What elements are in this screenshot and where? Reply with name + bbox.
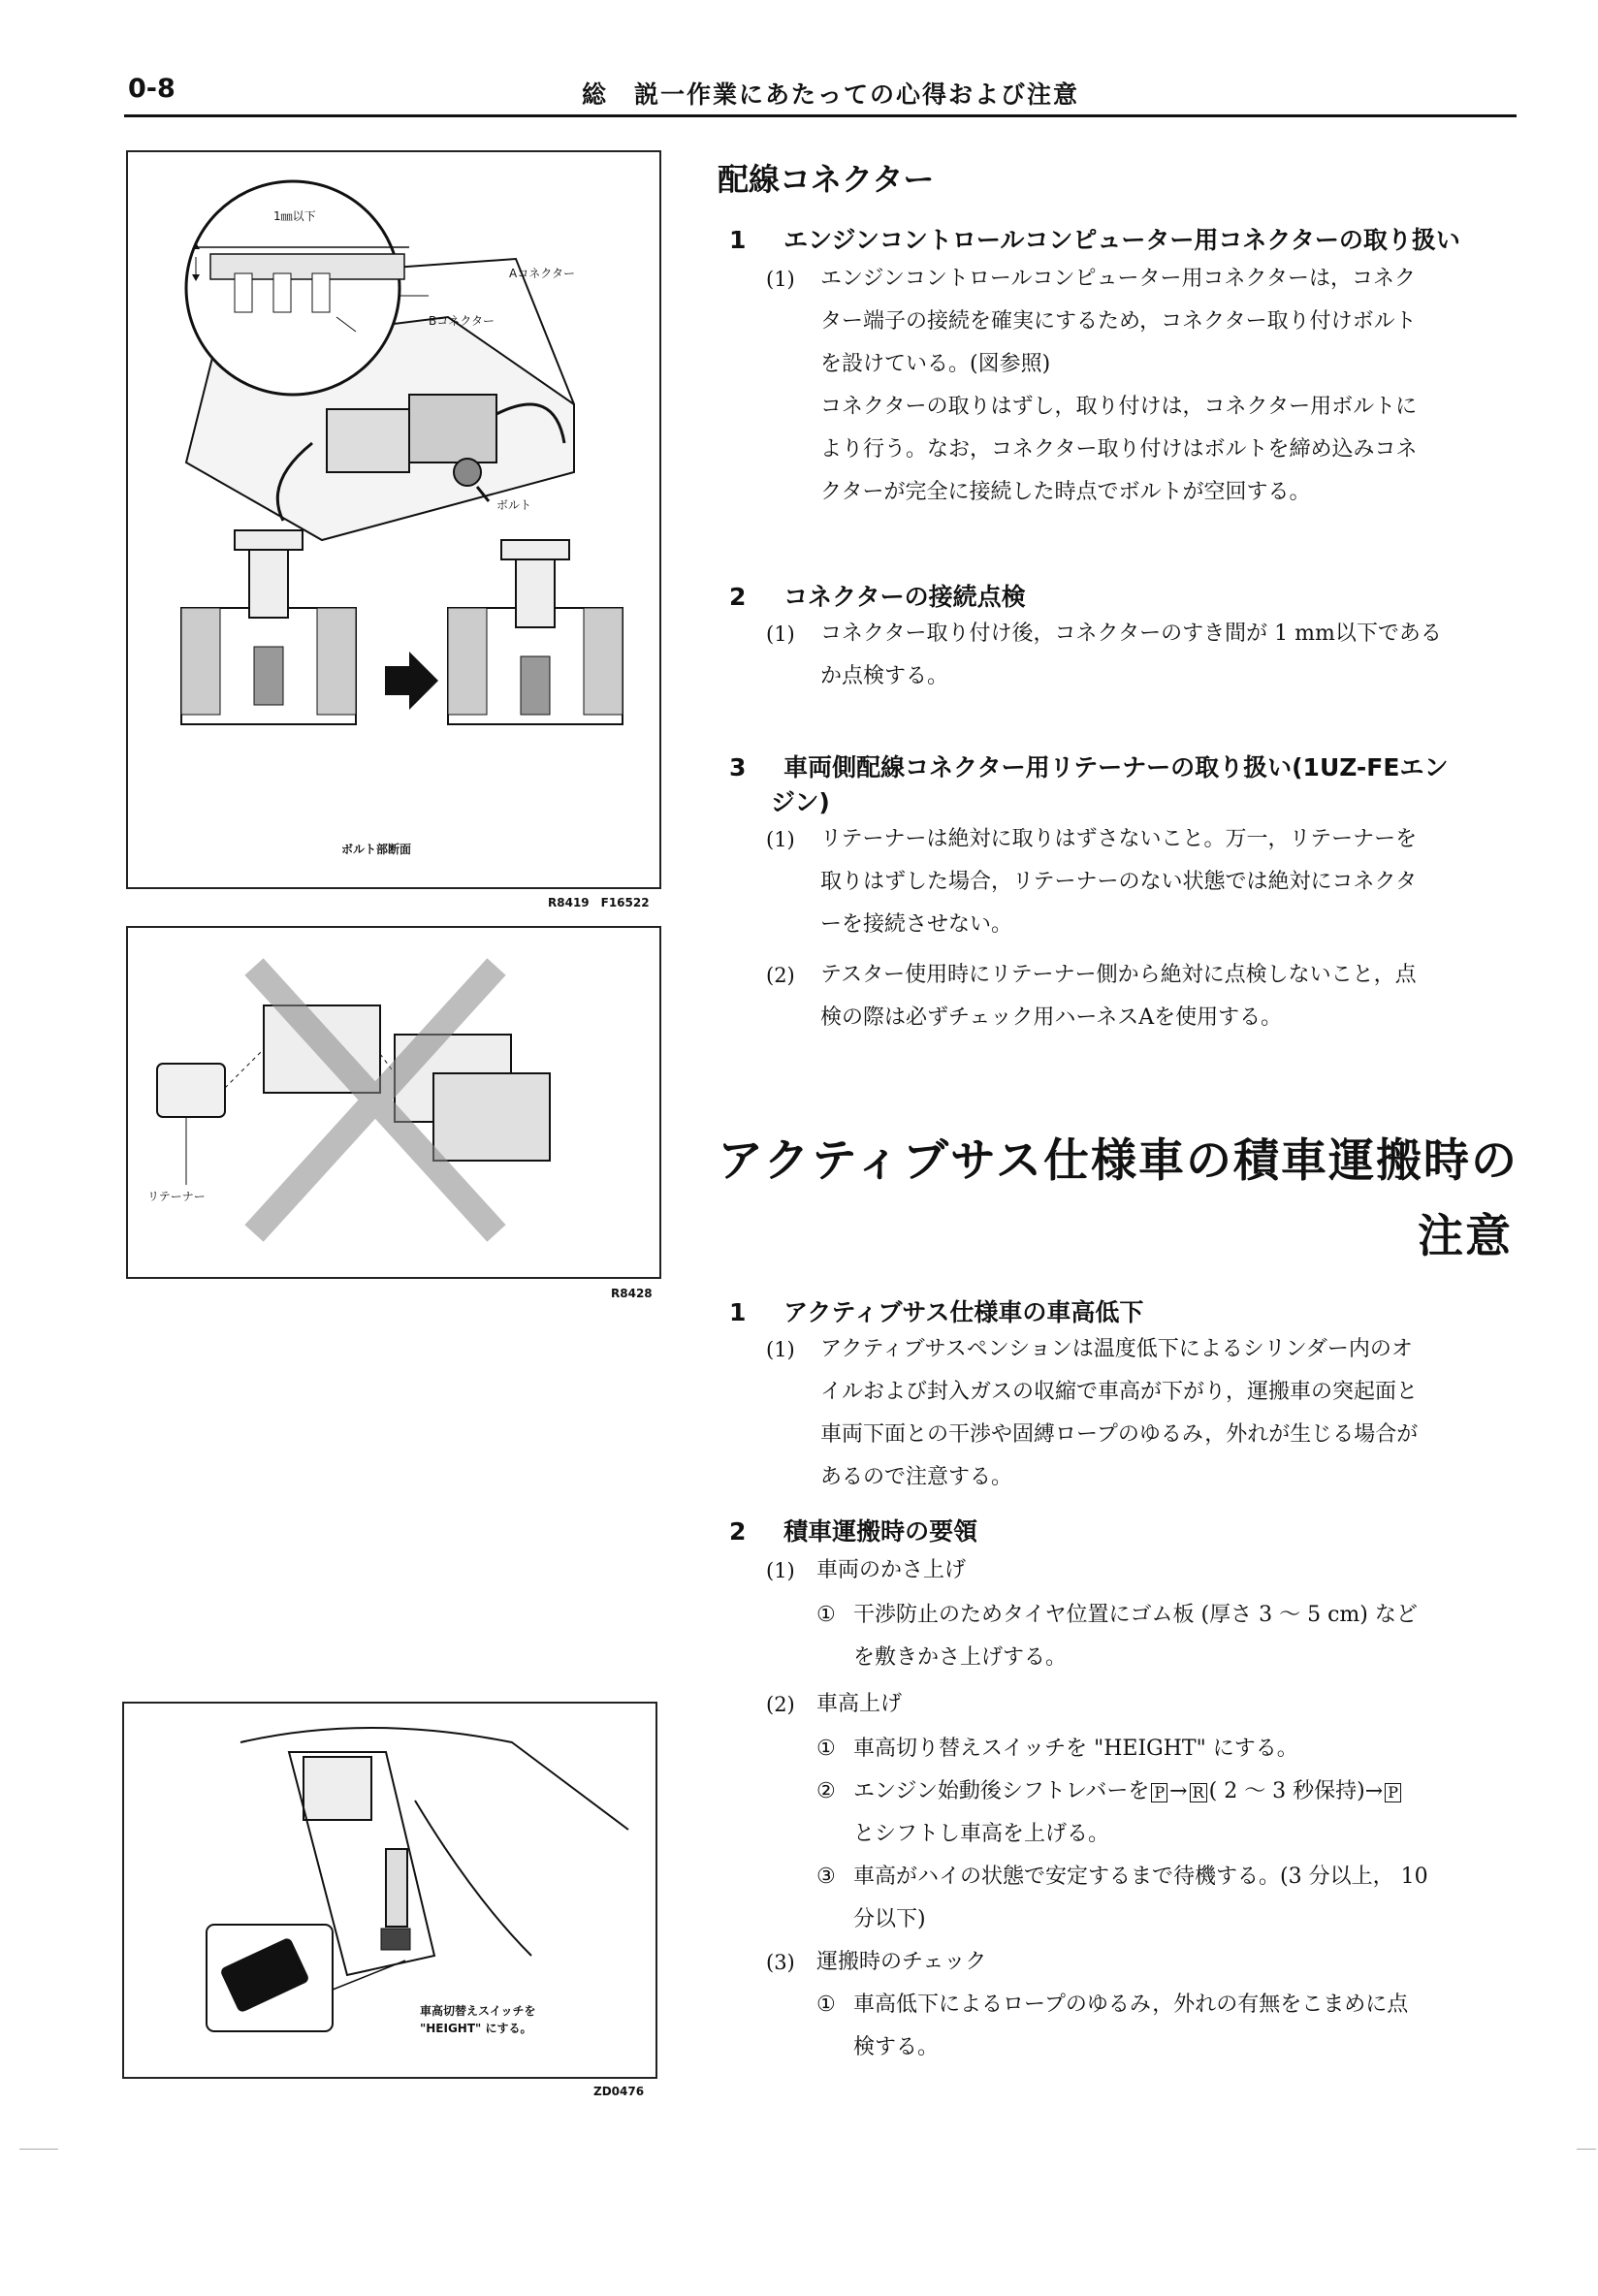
text-line: リテーナーは絶対に取りはずさないこと。万一，リテーナーを: [820, 827, 1418, 851]
text-line: 干渉防止のためタイヤ位置にゴム板 (厚さ 3 ～ 5 cm) など: [853, 1603, 1418, 1627]
item-number: 1: [729, 1298, 747, 1326]
text-line: コネクター取り付け後，コネクターのすき間が 1 mm以下である: [820, 622, 1442, 646]
arrow-right-icon: →: [1169, 1779, 1188, 1803]
text-line: より行う。なお，コネクター取り付けはボルトを締め込みコネ: [820, 437, 1418, 462]
label-1mm: 1㎜以下: [273, 209, 316, 223]
text-line: テスター使用時にリテーナー側から絶対に点検しないこと，点: [820, 963, 1417, 987]
retainer-illustration: [128, 928, 659, 1277]
label-connector-a: Aコネクター: [509, 267, 575, 280]
caption-line-1: 車高切替えスイッチを: [420, 2004, 536, 2018]
item-number: 2: [729, 583, 747, 611]
caption-line-2: "HEIGHT" にする。: [420, 2022, 532, 2035]
cross-section-after: [448, 540, 623, 724]
item-heading: [729, 221, 1460, 256]
figure-code-2: R8428: [611, 1287, 653, 1300]
text-line: ター端子の接続を確実にするため，コネクター取り付けボルト: [820, 309, 1417, 334]
section-heading-active-suspension: アクティブサス仕様車の積車運搬時の: [718, 1134, 1518, 1188]
paragraph: [820, 818, 1417, 946]
connector-a-shape: [409, 395, 496, 462]
cross-section-before: [181, 530, 356, 724]
circled-number: ①: [816, 1737, 836, 1761]
text-line: を設けている。(図参照): [820, 352, 1051, 376]
item-title: コネクターの接続点検: [783, 583, 1026, 611]
page-header-title: 総 説一作業にあたっての心得および注意: [582, 80, 1080, 109]
paragraph-number: (1): [766, 828, 795, 851]
item-number: 1: [729, 226, 747, 254]
figure-connector: [126, 150, 661, 889]
arrow-right-icon: →: [1364, 1779, 1384, 1803]
item-heading: [729, 1513, 977, 1547]
text-segment: エンジン始動後シフトレバーを: [853, 1779, 1150, 1803]
paragraph: [820, 954, 1417, 1039]
circled-number: ③: [816, 1865, 836, 1889]
text-line: ーを接続させない。: [820, 912, 1013, 937]
item-title: エンジンコントロールコンピューター用コネクターの取り扱い: [783, 226, 1460, 254]
scan-artifact: [19, 2149, 58, 2150]
text-line: あるので注意する。: [820, 1465, 1013, 1489]
arrow-right-icon: [385, 652, 438, 710]
paragraph: [820, 613, 1442, 698]
shift-position-p-box: P: [1151, 1783, 1167, 1802]
text-line: を敷きかさ上げする。: [853, 1645, 1068, 1670]
circled-number: ①: [816, 1603, 836, 1627]
text-line: 車高切り替えスイッチを "HEIGHT" にする。: [853, 1737, 1298, 1761]
item-title: 車両側配線コネクター用リテーナーの取り扱い(1UZ-FEエン: [783, 753, 1449, 781]
text-line: 検する。: [853, 2035, 940, 2059]
text-line: クターが完全に接続した時点でボルトが空回する。: [820, 480, 1311, 504]
text-line: コネクターの取りはずし，取り付けは，コネクター用ボルトに: [820, 395, 1418, 419]
text-line: 分以下): [853, 1907, 926, 1931]
retainer-shape: [157, 1064, 225, 1117]
item-number: 3: [729, 753, 747, 781]
text-line: とシフトし車高を上げる。: [853, 1822, 1110, 1846]
label-bolt: ボルト: [496, 498, 532, 512]
shift-position-p-box: P: [1385, 1783, 1401, 1802]
text-segment: ( 2 ～ 3 秒保持): [1208, 1779, 1365, 1803]
subitem-number: (2): [766, 1693, 795, 1716]
page-number: 0-8: [128, 74, 176, 104]
text-line: 車高低下によるロープのゆるみ，外れの有無をこまめに点: [853, 1993, 1409, 2017]
paragraph: [820, 258, 1418, 514]
shift-position-r-box: R: [1190, 1783, 1207, 1802]
figure-code-1: R8419 F16522: [548, 896, 650, 909]
text-line: か点検する。: [820, 664, 949, 688]
text-line: エンジンコントロールコンピューター用コネクターは，コネク: [820, 267, 1417, 291]
figure-code-3: ZD0476: [593, 2085, 645, 2098]
height-switch-illustration: [124, 1704, 655, 2077]
label-connector-b: Bコネクター: [429, 314, 495, 328]
item-title-continued: ジン): [771, 788, 830, 816]
figure-height-switch: [122, 1702, 657, 2079]
scan-artifact: [1577, 2149, 1596, 2150]
circled-number: ②: [816, 1779, 836, 1803]
item-title: 積車運搬時の要領: [783, 1517, 978, 1546]
subitem-number: (1): [766, 1559, 795, 1582]
text-line: 車高がハイの状態で安定するまで待機する。(3 分以上， 10: [853, 1865, 1428, 1889]
text-line: アクティブサスペンションは温度低下によるシリンダー内のオ: [820, 1337, 1413, 1361]
connector-illustration: [128, 152, 659, 887]
section-heading-wiring-connector: 配線コネクター: [718, 161, 935, 198]
paragraph: [820, 1328, 1418, 1499]
subitem-title: 車両のかさ上げ: [816, 1558, 967, 1582]
subitem-title: 運搬時のチェック: [816, 1950, 987, 1974]
circled-number: ①: [816, 1993, 836, 2017]
text-line: 取りはずした場合，リテーナーのない状態では絶対にコネクタ: [820, 870, 1418, 894]
item-heading: [729, 578, 1026, 613]
item-number: 2: [729, 1517, 747, 1546]
item-heading: [729, 1293, 1143, 1328]
paragraph: [853, 1856, 1428, 1941]
paragraph: [853, 1984, 1408, 2069]
item-title: アクティブサス仕様車の車高低下: [783, 1298, 1144, 1326]
paragraph-number: (2): [766, 964, 795, 987]
text-line: [853, 1770, 1403, 1813]
text-line: イルおよび封入ガスの収縮で車高が下がり，運搬車の突起面と: [820, 1380, 1419, 1404]
text-line: 検の際は必ずチェック用ハーネスAを使用する。: [820, 1005, 1283, 1030]
paragraph-number: (1): [766, 1338, 795, 1361]
label-bolt-section: ボルト部断面: [341, 843, 412, 856]
item-heading: [729, 749, 1448, 783]
paragraph-number: (1): [766, 268, 795, 291]
subitem-title: 車高上げ: [816, 1692, 903, 1716]
section-heading-continued: 注意: [1418, 1210, 1513, 1263]
paragraph-number: (1): [766, 622, 795, 646]
header-rule: [124, 114, 1517, 117]
paragraph: [853, 1594, 1418, 1679]
text-line: 車両下面との干渉や固縛ロープのゆるみ，外れが生じる場合が: [820, 1422, 1419, 1447]
bolt-shape: [454, 459, 481, 486]
connector-b-shape: [327, 409, 409, 472]
figure-retainer: [126, 926, 661, 1279]
label-retainer: リテーナー: [147, 1190, 206, 1203]
subitem-number: (3): [766, 1951, 795, 1974]
